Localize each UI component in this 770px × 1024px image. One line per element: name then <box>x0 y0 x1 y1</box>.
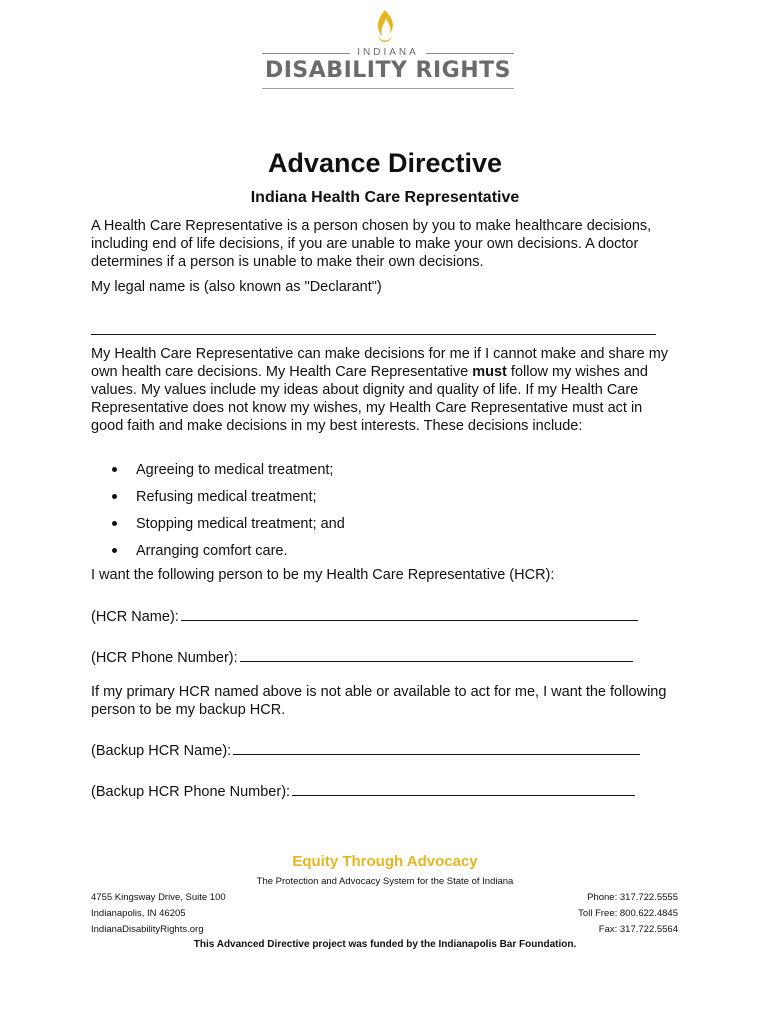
decision-text: Refusing medical treatment; <box>136 489 317 505</box>
logo-org-name: DISABILITY RIGHTS <box>264 58 512 83</box>
intro-paragraph: A Health Care Representative is a person chosen by you to make healthcare decisions, including end of life decisions, if you are unable to make your own decisions. A doctor determines if a person is unable to make their own decisions. <box>91 218 652 270</box>
backup-name-row <box>91 742 640 759</box>
flame-icon <box>372 8 398 46</box>
backup-paragraph: If my primary HCR named above is not able or available to act for me, I want the following person to be my backup HCR. <box>91 684 667 718</box>
logo-rule-right <box>426 53 514 54</box>
document-title: Advance Directive <box>267 148 503 178</box>
footer-motto: Equity Through Advocacy <box>292 853 478 870</box>
decision-text: Agreeing to medical treatment; <box>136 462 334 478</box>
want-hcr-text: I want the following person to be my Health Care Representative (HCR): <box>91 567 555 583</box>
list-item <box>108 515 345 542</box>
legal-name-label: My legal name is (also known as "Declarant") <box>91 279 382 295</box>
bullet-icon <box>112 521 117 526</box>
hcr-name-label: (HCR Name): <box>91 609 179 625</box>
bullet-icon <box>112 467 117 472</box>
hcr-name-row <box>91 608 638 625</box>
decision-text: Arranging comfort care. <box>136 543 288 559</box>
list-item <box>108 461 345 488</box>
logo-underline <box>262 88 514 89</box>
powers-paragraph <box>91 345 671 435</box>
powers-text-1: My Health Care Representative can make decisions for me if I cannot make and share my own health care decisions. My Health Care Representative <box>91 346 669 380</box>
footer-funded: This Advanced Directive project was funded by the Indianapolis Bar Foundation. <box>193 939 577 950</box>
backup-phone-field[interactable] <box>292 783 635 796</box>
backup-phone-row <box>91 783 635 800</box>
powers-text-2: follow my wishes and values. My values include my ideas about dignity and quality of life. If my Health Care Representative does not know my wishes, my Health Care Representative must act in good faith and make decisions in my best interests. These decisions include: <box>91 364 648 434</box>
footer-fax: Fax: 317.722.5564 <box>598 924 678 935</box>
bullet-icon <box>112 494 117 499</box>
legal-name-field[interactable] <box>91 334 656 335</box>
powers-bold-must: must <box>472 364 507 380</box>
list-item <box>108 488 345 515</box>
footer-address-2: Indianapolis, IN 46205 <box>91 908 186 919</box>
hcr-phone-field[interactable] <box>240 649 633 662</box>
logo-state-text: INDIANA <box>357 47 419 58</box>
decision-text: Stopping medical treatment; and <box>136 516 345 532</box>
backup-name-label: (Backup HCR Name): <box>91 743 232 759</box>
backup-name-field[interactable] <box>233 742 640 755</box>
footer-website: IndianaDisabilityRights.org <box>91 924 204 935</box>
list-item <box>108 542 345 569</box>
hcr-name-field[interactable] <box>181 608 638 621</box>
footer-address-1: 4755 Kingsway Drive, Suite 100 <box>91 892 226 903</box>
bullet-icon <box>112 548 117 553</box>
hcr-phone-label: (HCR Phone Number): <box>91 650 238 666</box>
hcr-phone-row <box>91 649 633 666</box>
document-subtitle: Indiana Health Care Representative <box>250 189 520 206</box>
logo <box>0 8 770 46</box>
footer-pa-system: The Protection and Advocacy System for the State of Indiana <box>256 876 514 887</box>
logo-rule-left <box>262 53 350 54</box>
decisions-list <box>108 461 345 569</box>
backup-phone-label: (Backup HCR Phone Number): <box>91 784 291 800</box>
footer-phone: Phone: 317.722.5555 <box>587 892 678 903</box>
footer-tollfree: Toll Free: 800.622.4845 <box>578 908 678 919</box>
